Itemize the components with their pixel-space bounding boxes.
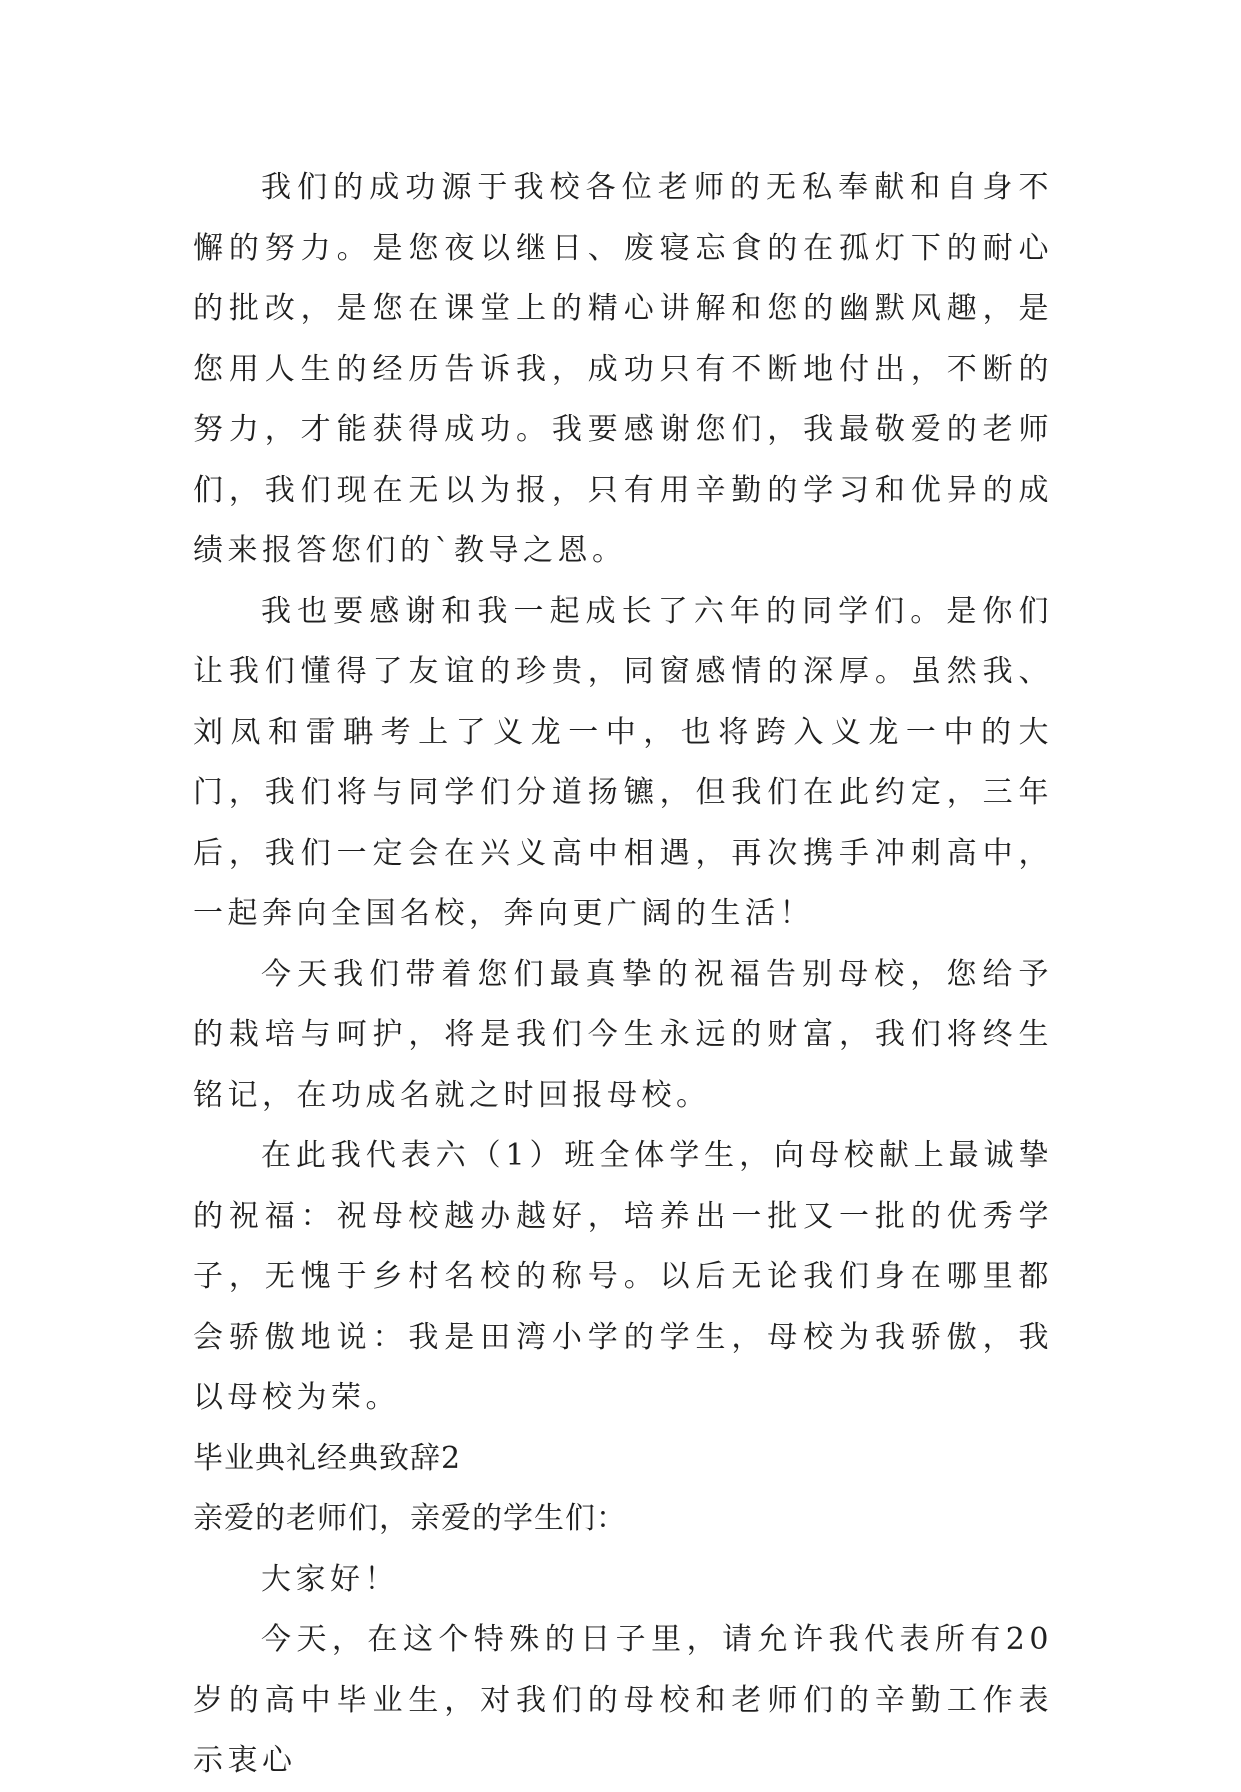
greeting: 大家好！ (261, 1561, 399, 1597)
section-heading: 毕业典礼经典致辞2 (193, 1440, 462, 1476)
paragraph-thanks-teachers: 我们的成功源于我校各位老师的无私奉献和自身不懈的努力。是您夜以继日、废寝忘食的在孤灯下的耐心的批改，是您在课堂上的精心讲解和您的幽默风趣，是您用人生的经历告诉我，成功只有不断地付出，不断的努力，才能获得成功。我要感谢您们，我最敬爱的老师们，我们现在无以为报，只有用辛勤的学习和优异的成绩来报答您们的`教导之恩。 (193, 170, 1053, 568)
paragraph-opening: 今天，在这个特殊的日子里，请允许我代表所有20岁的高中毕业生，对我们的母校和老师们的辛勤工作表示衷心 (193, 1622, 1053, 1778)
paragraph-blessing: 在此我代表六（1）班全体学生，向母校献上最诚挚的祝福：祝母校越办越好，培养出一批又一批的优秀学子，无愧于乡村名校的称号。以后无论我们身在哪里都会骄傲地说：我是田湾小学的学生，母校为我骄傲，我以母校为荣。 (193, 1138, 1053, 1415)
paragraph-farewell: 今天我们带着您们最真挚的祝福告别母校，您给予的栽培与呵护，将是我们今生永远的财富，我们将终生铭记，在功成名就之时回报母校。 (193, 956, 1053, 1113)
document-body (193, 158, 1053, 1792)
paragraph-thanks-classmates: 我也要感谢和我一起成长了六年的同学们。是你们让我们懂得了友谊的珍贵，同窗感情的深厚。虽然我、刘凤和雷聃考上了义龙一中，也将跨入义龙一中的大门，我们将与同学们分道扬镳，但我们在此约定，三年后，我们一定会在兴义高中相遇，再次携手冲刺高中，一起奔向全国名校，奔向更广阔的生活！ (193, 593, 1053, 931)
salutation: 亲爱的老师们，亲爱的学生们： (193, 1501, 627, 1536)
